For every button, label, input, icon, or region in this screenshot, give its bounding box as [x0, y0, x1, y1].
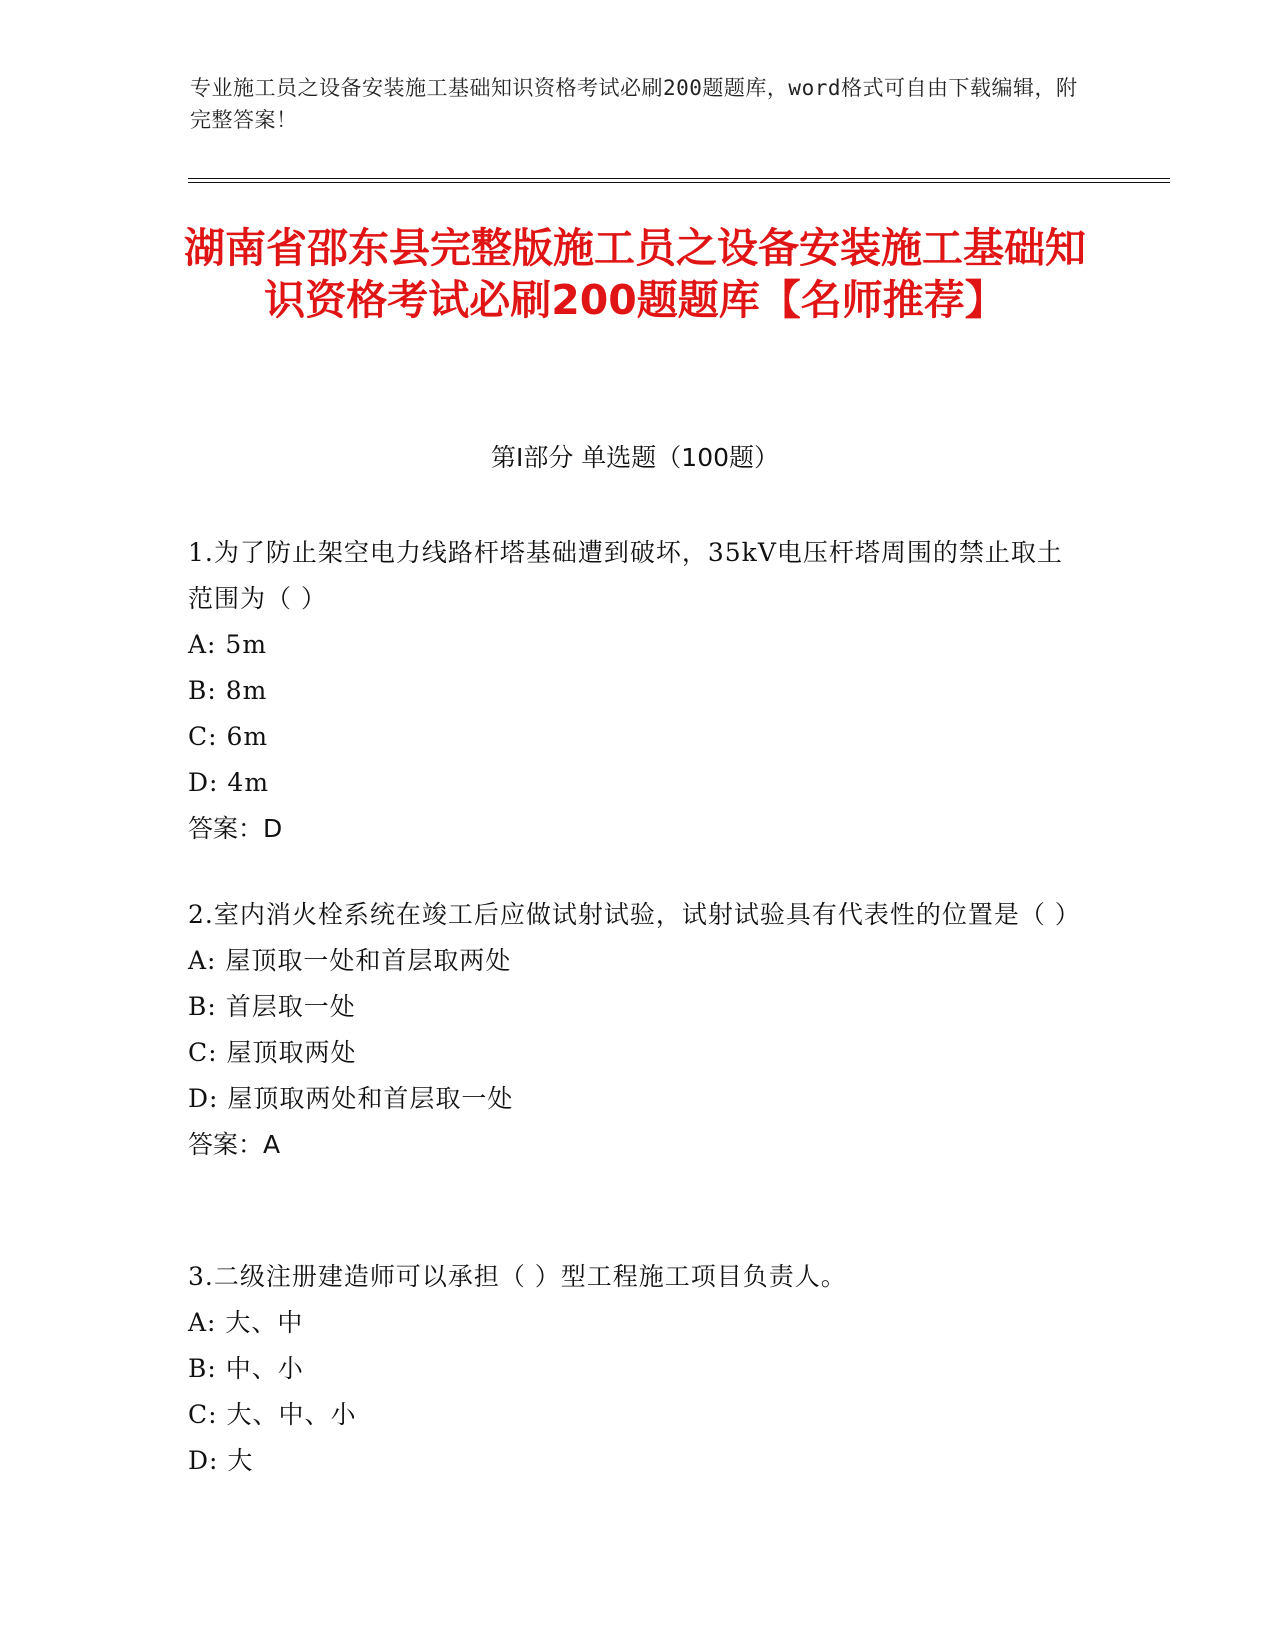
option-d: D: 4m — [188, 768, 270, 797]
option-d: D: 大 — [188, 1446, 254, 1475]
header-note: 专业施工员之设备安装施工基础知识资格考试必刷200题题库，word格式可自由下载编辑，附完整答案！ — [190, 76, 1078, 132]
option-b: B: 首层取一处 — [188, 992, 356, 1021]
question-stem: 2.室内消火栓系统在竣工后应做试射试验，试射试验具有代表性的位置是（ ） — [188, 900, 1081, 929]
document-title: 湖南省邵东县完整版施工员之设备安装施工基础知识资格考试必刷200题题库【名师推荐】 — [184, 224, 1086, 324]
header-divider-thick — [188, 178, 1170, 179]
option-c: C: 屋顶取两处 — [188, 1038, 357, 1067]
question-3 — [188, 1254, 1078, 1484]
question-stem: 3.二级注册建造师可以承担（ ）型工程施工项目负责人。 — [188, 1262, 847, 1291]
option-c: C: 6m — [188, 722, 269, 751]
answer-key: 答案：A — [188, 1130, 281, 1159]
header-divider-thin — [188, 182, 1170, 183]
question-1 — [188, 530, 1078, 852]
option-d: D: 屋顶取两处和首层取一处 — [188, 1084, 514, 1113]
option-b: B: 中、小 — [188, 1354, 304, 1383]
option-a: A: 5m — [188, 630, 268, 659]
option-b: B: 8m — [188, 676, 268, 705]
section-title: 第I部分 单选题（100题） — [490, 443, 780, 472]
question-stem: 1.为了防止架空电力线路杆塔基础遭到破坏，35kV电压杆塔周围的禁止取土范围为（ ） — [188, 538, 1063, 613]
option-a: A: 屋顶取一处和首层取两处 — [188, 946, 512, 975]
question-2 — [188, 892, 1081, 1168]
answer-key: 答案：D — [188, 814, 283, 843]
option-c: C: 大、中、小 — [188, 1400, 357, 1429]
option-a: A: 大、中 — [188, 1308, 304, 1337]
